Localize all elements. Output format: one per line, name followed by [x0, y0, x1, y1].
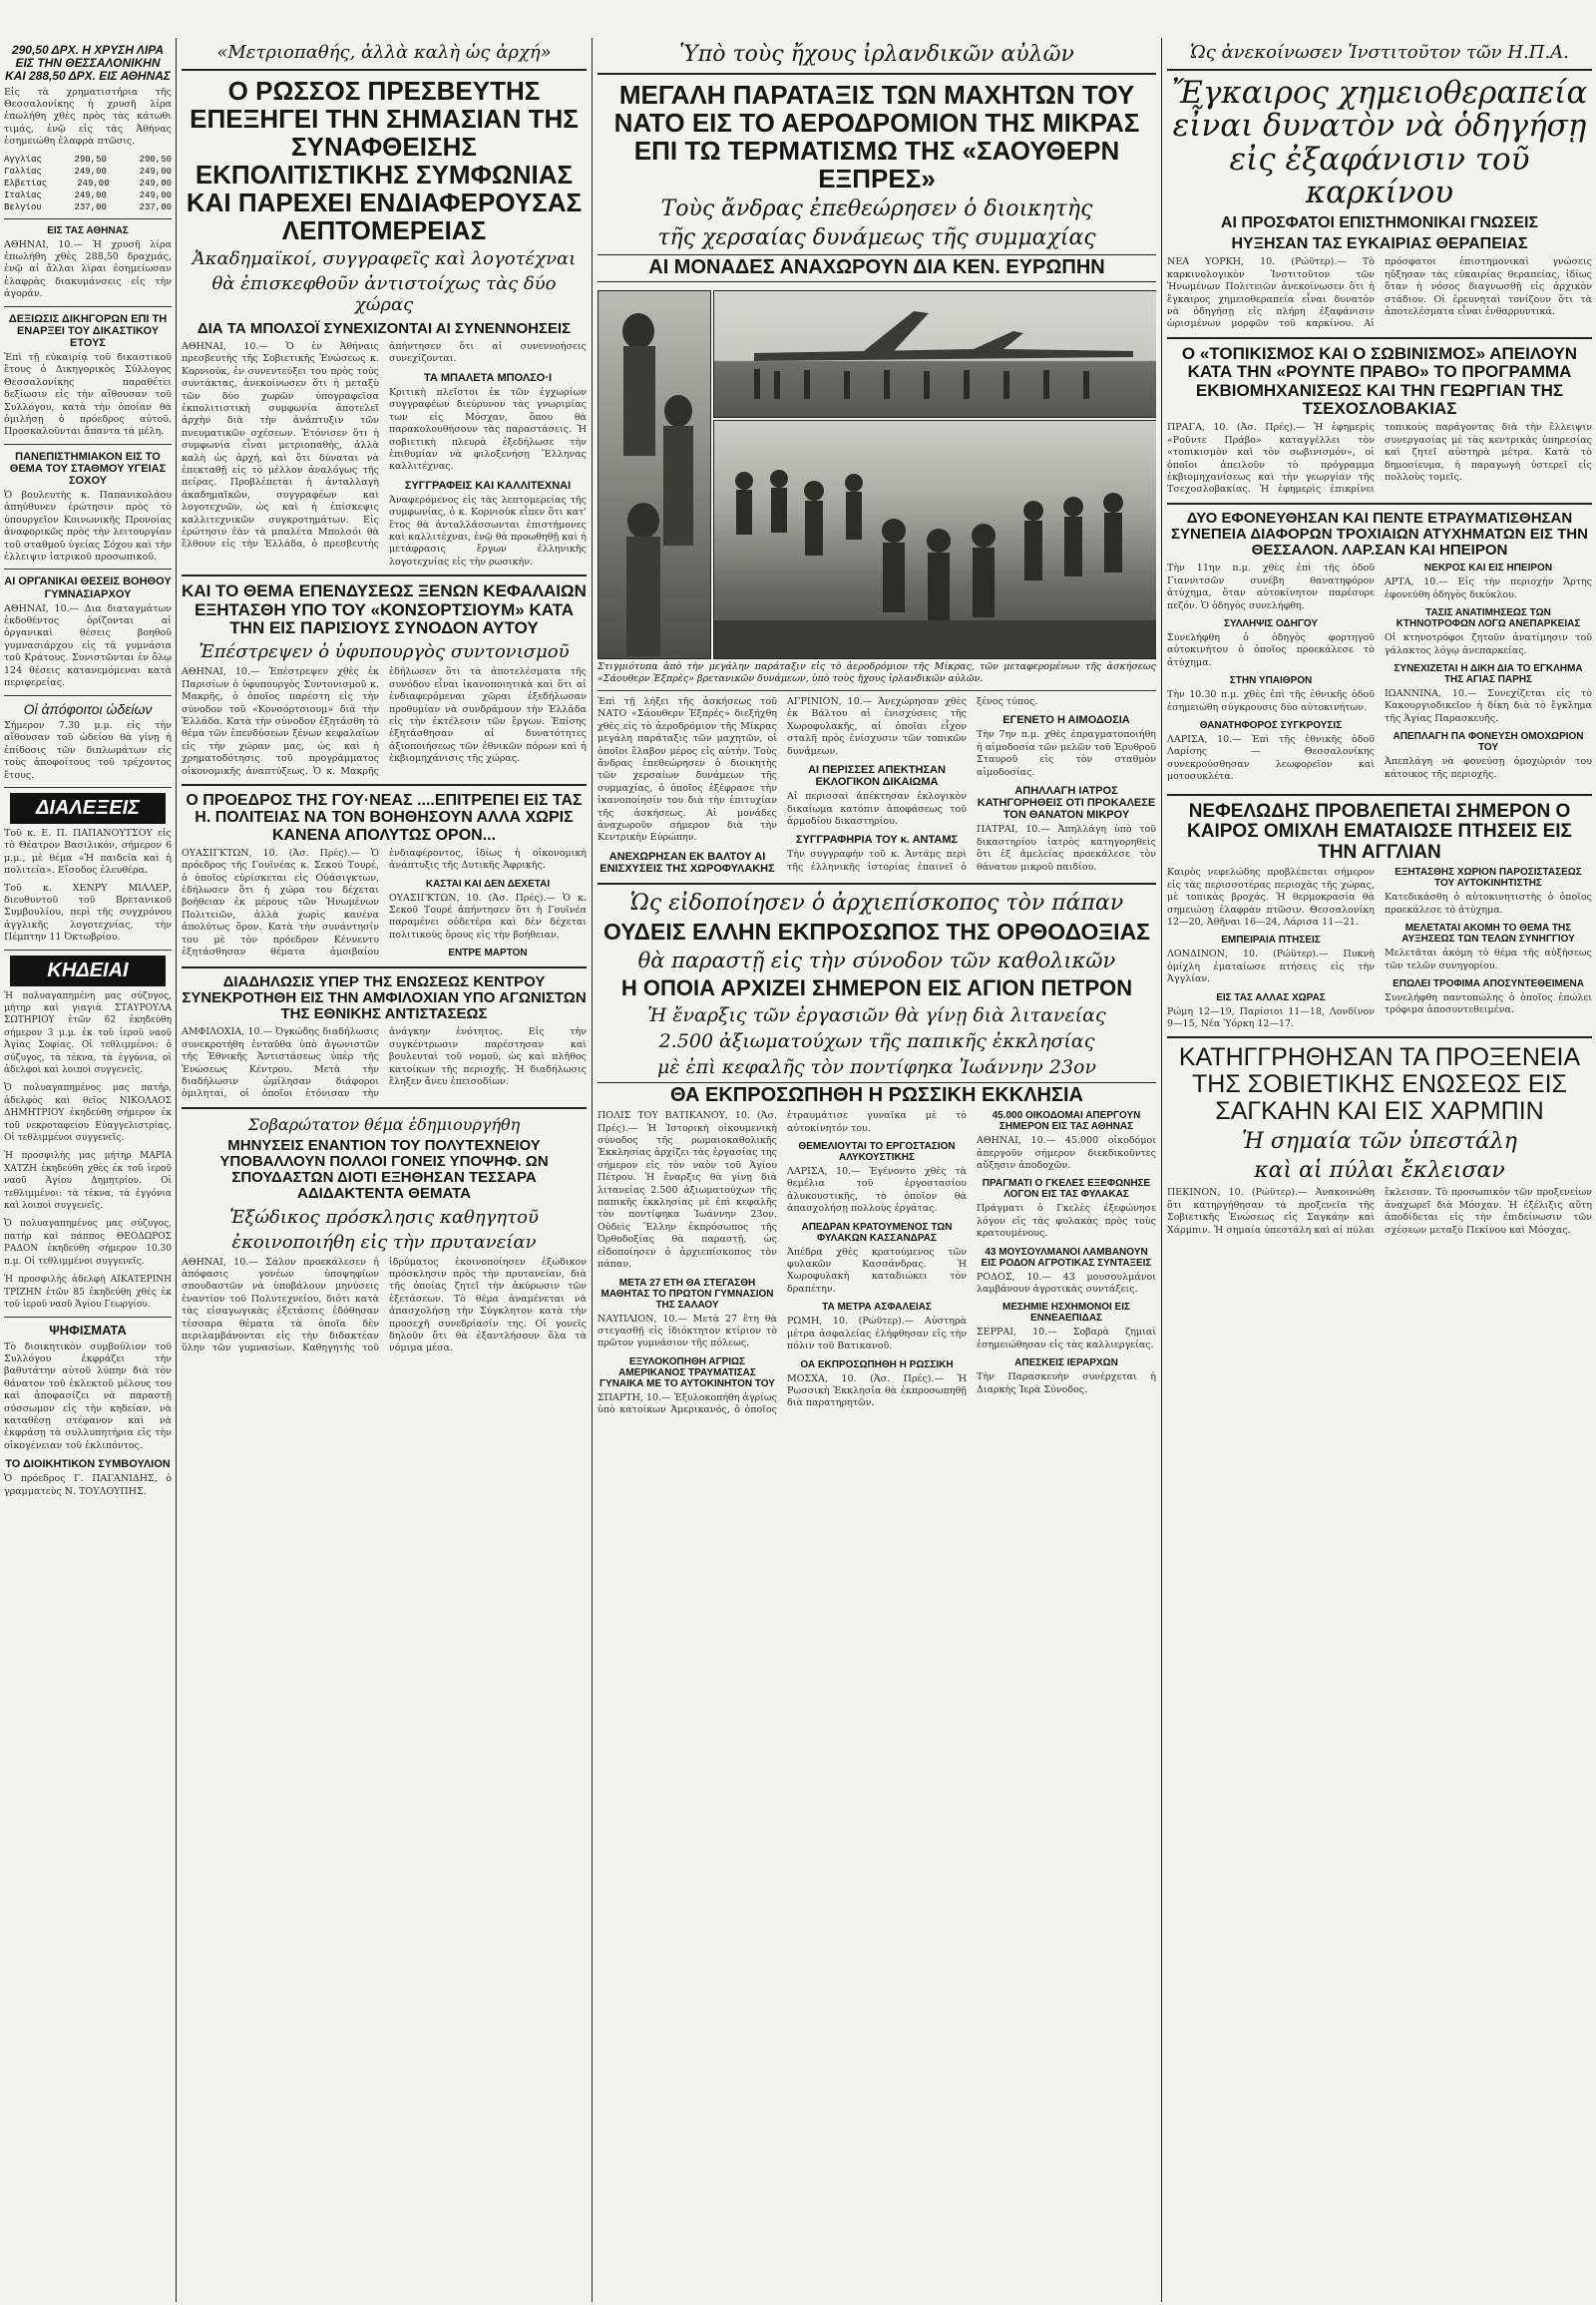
article-body: Μελετᾶται ἀκόμη τὸ θέμα τῆς αὐξήσεως τῶν τελῶν συνηγορίου. [1385, 948, 1592, 971]
article-body: Τοῦ κ. ΧΕΝΡΥ ΜΙΛΛΕΡ, διευθυντοῦ τοῦ Βρετανικοῦ Συμβουλίου, περὶ τῆς συγχρόνου ἀγγλικῆς λογοτεχνίας, τὴν Πέμπτην 11 Ὀκτωβρίου. [4, 882, 172, 944]
subheading: ΣΥΓΓΡΑΦΕΙΣ ΚΑΙ ΚΑΛΛΙΤΕΧΝΑΙ [404, 479, 572, 492]
article-body: ΛΟΝΔΙΝΟΝ, 10. (Ρώϋτερ).— Πυκνὴ ὁμίχλη ἐματαίωσε πτήσεις εἰς τὴν Ἀγγλίαν. [1167, 949, 1375, 985]
article-body: Συνελήφθη παντοπώλης ὁ ὁποῖος ἐπώλει τρόφιμα ἀποσυντεθειμένα. [1385, 991, 1592, 1016]
subheading: ΑΙ ΠΕΡΙΣΣΕΣ ΑΠΕΚΤΗΣΑΝ ΕΚΛΟΓΙΚΟΝ ΔΙΚΑΙΩΜΑ [808, 763, 946, 789]
subheading: ΤΟ ΔΙΟΙΚΗΤΙΚΟΝ ΣΥΜΒΟΥΛΙΟΝ [5, 1458, 171, 1471]
subheading: 43 ΜΟΥΣΟΥΛΜΑΝΟΙ ΛΑΜΒΑΝΟΥΝ ΕΙΣ ΡΟΔΟΝ ΑΓΡΟΤΙΚΑΣ ΣΥΝΤΑΞΕΙΣ [981, 1246, 1152, 1269]
headline-russian-ambassador: Ο ΡΩΣΣΟΣ ΠΡΕΣΒΕΥΤΗΣ ΕΠΕΞΗΓΕΙ ΤΗΝ ΣΗΜΑΣΙΑΝ ΤΗΣ ΣΥΝΑΦΘΕΙΣΗΣ ΕΚΠΟΛΙΤΙΣΤΙΚΗΣ ΣΥΜΦΩΝΙΑΣ ΚΑΙ ΠΑΡΕΧΕΙ ΕΝΔΙΑΦΕΡΟΥΣΑΣ ΛΕΠΤΟΜΕΡΕΙΑΣ [186, 76, 583, 246]
article-body: ΣΕΡΡΑΙ, 10.— Σοβαρὰ ζημιαὶ ἐσημειώθησαν εἰς τὰς καλλιεργείας. [977, 1327, 1156, 1350]
article-body: Ὁ βουλευτὴς κ. Παπανικολάου ἀπηύθυνεν ἐρώτησιν πρὸς τὸ ὑπουργεῖον Κοινωνικῆς Προνοίας ἀναφορικῶς πρὸς τὴν λειτουργίαν τοῦ σταθμοῦ ὑγείας Σόχου καὶ τὴν ἐλλειψιν ἰατρικοῦ προσωπικοῦ. [4, 490, 172, 564]
subheading: ΜΕΛΕΤΑΤΑΙ ΑΚΟΜΗ ΤΟ ΘΕΜΑ ΤΗΣ ΑΥΞΗΣΕΩΣ ΤΩΝ ΤΕΛΩΝ ΣΥΝΗΓΓΙΟΥ [1401, 923, 1575, 946]
subheadline: καὶ αἱ πύλαι ἔκλεισαν [1254, 1158, 1505, 1184]
article-body: Ρώμη 12—19, Παρίσιοι 11—18, Λονδῖνον 9—15, Νέα Ὑόρκη 12—17. [1167, 1005, 1375, 1029]
article-body: Κατεδικάσθη ὁ αὐτοκινητιστὴς ὁ ὁποῖος προεκάλεσε τὸ ἀτύχημα. [1385, 892, 1592, 916]
subheading: ΕΞΥΛΟΚΟΠΗΘΗ ΑΓΡΙΩΣ ΑΜΕΡΙΚΑΝΟΣ ΤΡΑΥΜΑΤΙΣΑΣ ΓΥΝΑΙΚΑ ΜΕ ΤΟ ΑΥΤΟΚΙΝΗΤΟΝ ΤΟΥ [599, 1355, 775, 1389]
subheading: ΘΑΝΑΤΗΦΟΡΟΣ ΣΥΓΚΡΟΥΣΙΣ [1199, 719, 1343, 731]
article-columns [598, 696, 1156, 877]
article-body: Τὴν συγγραφὴν τοῦ κ. Ἀντάμς περὶ τῆς ἑλληνικῆς ἱστορίας ἐπαινεῖ ὁ ξένος τύπος. [787, 695, 1038, 873]
subheadline: ΑΙ ΠΡΟΣΦΑΤΟΙ ΕΠΙΣΤΗΜΟΝΙΚΑΙ ΓΝΩΣΕΙΣ [1220, 213, 1539, 231]
subheading: ΜΕΣΗΜΙΕ ΗΣΧΗΜΟΝΟΙ ΕΙΣ ΕΝΝΕΑΕΠΙΔΑΣ [1001, 1302, 1130, 1325]
kicker: «Μετριοπαθής, ἀλλὰ καλὴ ὡς ἀρχή» [216, 42, 552, 63]
left-column [4, 38, 172, 2302]
subheading: ΕΜΠΕΙΡΑΙΑ ΠΤΗΣΕΙΣ [1221, 935, 1321, 947]
subheading: 45.000 ΟΙΚΟΔΟΜΑΙ ΑΠΕΡΓΟΥΝ ΣΗΜΕΡΟΝ ΕΙΣ ΤΑΣ ΑΘΗΝΑΣ [992, 1110, 1141, 1133]
article-body: Οἱ κτηνοτρόφοι ζητοῦν ἀνατίμησιν τοῦ γάλακτος λόγῳ ἀνεπαρκείας. [1385, 632, 1592, 656]
article-body: ΑΘΗΝΑΙ, 10.— Σάλον προεκάλεσεν ἡ ἀπόφασις γονέων ὑποψηφίων σπουδαστῶν νὰ ὑποβάλουν μηνύσεις ἐναντίον τοῦ Πολυτεχνείου, διότι κατὰ τὰς εἰσαγωγικὰς ἐξετάσεις ἐδόθησαν τέσσαρα θέματα τὰ ὁποῖα δὲν περιλαμβάνονται εἰς τὴν διδακτέαν ὕλην τῶν γυμνασίων. Καθηγητὴς τοῦ ἱδρύματος ἐκοινοποίησεν ἐξώδικον πρόσκλησιν πρὸς τὴν πρυτανείαν, διὰ τῆς ὁποίας ζητεῖ τὴν ἀκύρωσιν τῶν ἐξετάσεων. Τὸ θέμα ἀναμένεται νὰ ἀπασχολήσῃ τὴν Σύγκλητον κατὰ τὴν προσεχῆ συνεδρίασίν της. Οἱ γονεῖς δηλοῦν ὅτι θὰ ἐξαντλήσουν ὅλα τὰ νόμιμα μέσα. [182, 1256, 587, 1354]
headline-guinea-president: Ο ΠΡΟΕΔΡΟΣ ΤΗΣ ΓΟΥ·ΝΕΑΣ ....ΕΠΙΤΡΕΠΕΙ ΕΙΣ ΤΑΣ Η. ΠΟΛΙΤΕΙΑΣ ΝΑ ΤΟΝ ΒΟΗΘΗΣΟΥΝ ΑΛΛΑ ΧΩΡΙΣ ΚΑΝΕΝΑ ΑΠΟΛΥΤΩΣ ΟΡΟΝ... [186, 791, 583, 844]
price-row: Ιταλίας 249,00 249,00 [4, 190, 172, 200]
article-body: Ἐπὶ τῇ εὐκαιρίᾳ τοῦ δικαστικοῦ ἔτους ὁ Δικηγορικὸς Σύλλογος Θεσσαλονίκης παραθέτει δεξίωσιν εἰς τὴν αἴθουσαν τοῦ Συλλόγου, κατὰ τὴν ὁποίαν θὰ ὁμιλήσῃ ὁ πρόεδρος αὐτοῦ. Προσκαλοῦνται ἅπαντα τὰ μέλη. [4, 351, 172, 438]
headline-soviet-consulates: ΚΑΤΗΓΓΡΗΘΗΣΑΝ ΤΑ ΠΡΟΞΕΝΕΙΑ ΤΗΣ ΣΟΒΙΕΤΙΚΗΣ ΕΝΩΣΕΩΣ ΕΙΣ ΣΑΓΚΑΗΝ ΚΑΙ ΕΙΣ ΧΑΡΜΠΙΝ [1178, 1043, 1581, 1126]
article-columns [182, 848, 587, 960]
subheading: ΠΡΑΓΜΑΤΙ Ο ΓΚΕΛΕΣ ΕΞΕΦΩΝΗΣΕ ΛΟΓΟΝ ΕΙΣ ΤΑΣ ΦΥΛΑΚΑΣ [982, 1178, 1151, 1201]
article-body: Συνελήφθη ὁ ὁδηγὸς φορτηγοῦ αὐτοκινήτου ὁ ὁποῖος προεκάλεσε τὸ ἀτύχημα. [1167, 631, 1375, 668]
article-body: Αἱ περισσαὶ ἀπέκτησαν ἐκλογικὸν δικαίωμα κατόπιν ἀποφάσεως τοῦ ἁρμοδίου δικαστηρίου. [787, 791, 967, 827]
subheading: ΕΙΣ ΤΑΣ ΑΛΛΑΣ ΧΩΡΑΣ [1216, 991, 1326, 1003]
article-body: Τὴν 10.30 π.μ. χθὲς ἐπὶ τῆς ἐθνικῆς ὁδοῦ ἐσημειώθη σύγκρουσις δύο αὐτοκινήτων. [1167, 689, 1375, 713]
subheadline: Ἐξώδικος πρόσκλησις καθηγητοῦ [229, 1206, 539, 1228]
article-body: ΠΑΤΡΑΙ, 10.— Ἀπηλλάγη ὑπὸ τοῦ δικαστηρίου ἰατρὸς κατηγορηθεὶς ὅτι ἐξ ἀμελείας προεκάλεσε τὸν θάνατον μικροῦ παιδίου. [977, 824, 1156, 873]
subheadline: Τοὺς ἄνδρας ἐπεθεώρησεν ὁ διοικητὴς [660, 196, 1093, 222]
photo-caption: Στιγμιότυπα ἀπὸ τὴν μεγάλην παράταξιν εἰς τὸ ἀεροδρόμιον τῆς Μίκρας, τῶν μεταφερομένων τῆς ἀσκήσεως «Σάουθερν Ἐξπρὲς» βρετανικῶν δυνάμεων, ὑπὸ τοὺς ἤχους ἰρλανδικῶν αὐλῶν. [598, 660, 1156, 684]
soldier-silhouette-icon [598, 291, 710, 658]
headline-weather: ΝΕΦΕΛΩΔΗΣ ΠΡΟΒΛΕΠΕΤΑΙ ΣΗΜΕΡΟΝ Ο ΚΑΙΡΟΣ ΟΜΙΧΛΗ ΕΜΑΤΑΙΩΣΕ ΠΤΗΣΕΙΣ ΕΙΣ ΤΗΝ ΑΓΓΛΙΑΝ [1187, 800, 1572, 863]
article-columns [1167, 256, 1592, 330]
price-row: Ελβετίας 249,00 249,00 [4, 178, 172, 189]
headline-nato-parade: ΜΕΓΑΛΗ ΠΑΡΑΤΑΞΙΣ ΤΩΝ ΜΑΧΗΤΩΝ ΤΟΥ ΝΑΤΟ ΕΙΣ ΤΟ ΑΕΡΟΔΡΟΜΙΟΝ ΤΗΣ ΜΙΚΡΑΣ ΕΠΙ ΤΩ ΤΕΡΜΑΤΙΣΜΩ ΤΗΣ «ΣΑΟΥΘΕΡΝ ΕΞΠΡΕΣ» [613, 80, 1140, 194]
subheading: ΑΝΕΧΩΡΗΣΑΝ ΕΚ ΒΑΛΤΟΥ ΑΙ ΕΝΙΣΧΥΣΕΙΣ ΤΗΣ ΧΩΡΟΦΥΛΑΚΗΣ [599, 850, 775, 875]
headline-chemotherapy: Ἔγκαιρος χημειοθεραπεία εἶναι δυνατὸν νὰ ὁδηγήσῃ εἰς ἐξαφάνισιν τοῦ καρκίνου [1171, 75, 1588, 211]
article-body: ΝΑΥΠΛΙΟΝ, 10.— Μετὰ 27 ἔτη θὰ στεγασθῇ εἰς ἰδιόκτητον κτίριον τὸ πρῶτον γυμνάσιον τῆς πόλεως. [598, 1313, 777, 1349]
subheading: ΣΥΝΕΧΙΖΕΤΑΙ Η ΔΙΚΗ ΔΙΑ ΤΟ ΕΓΚΛΗΜΑ ΤΗΣ ΑΓΙΑΣ ΠΑΡΗΣ [1394, 662, 1583, 685]
subheading: ΤΑ ΜΕΤΡΑ ΑΣΦΑΛΕΙΑΣ [822, 1302, 932, 1314]
center-column [598, 38, 1156, 2302]
article-body: ΑΜΦΙΛΟΧΙΑ, 10.— Ὀγκώδης διαδήλωσις συνεκροτήθη ἐνταῦθα ὑπὸ ἀγωνιστῶν τῆς Ἐθνικῆς Ἀντιστάσεως ὑπὲρ τῆς Ἑνώσεως Κέντρου. Μετὰ τὴν διαδήλωσιν ὡμίλησαν διάφοροι ὁμιληταὶ, οἱ ὁποῖοι ἐτόνισαν τὴν ἀνάγκην ἑνότητος. Εἰς τὴν συγκέντρωσιν παρέστησαν καὶ βουλευταὶ τοῦ νομοῦ, ὡς καὶ πλῆθος κατοίκων τῆς περιοχῆς. Ἡ διαδήλωσις ἔληξεν ἄνευ ἐπεισοδίων. [182, 1026, 587, 1100]
headline-traffic-accidents: ΔΥΟ ΕΦΟΝΕΥΘΗΣΑΝ ΚΑΙ ΠΕΝΤΕ ΕΤΡΑΥΜΑΤΙΣΘΗΣΑΝ ΣΥΝΕΠΕΙΑ ΔΙΑΦΟΡΩΝ ΤΡΟΧΙΑΙΩΝ ΑΤΥΧΗΜΑΤΩΝ ΕΙΣ ΤΗΝ ΘΕΣΣΑΛΟΝ. ΛΑΡ.ΣΑΝ ΚΑΙ ΗΠΕΙΡΟΝ [1171, 509, 1588, 560]
subheading: ΣΥΛΛΗΨΙΣ ΟΔΗΓΟΥ [1223, 617, 1319, 629]
kicker: Ὑπὸ τοὺς ἤχους ἰρλανδικῶν αὐλῶν [679, 42, 1074, 67]
article-body: ΛΑΡΙΣΑ, 10.— Ἐγένοντο χθὲς τὰ θεμέλια τοῦ ἐργοστασίου ἀλυκουστικῆς, τὸ ὁποῖον θὰ ἀπασχολήσῃ πολλοὺς ἐργάτας. [787, 1166, 967, 1215]
subheading: ΤΑ ΜΠΑΛΕΤΑ ΜΠΟΛΣΟ·Ι [423, 371, 553, 384]
subheading: ΔΕΞΙΩΣΙΣ ΔΙΚΗΓΟΡΩΝ ΕΠΙ ΤΗ ΕΝΑΡΞΕΙ ΤΟΥ ΔΙΚΑΣΤΙΚΟΥ ΕΤΟΥΣ [8, 312, 168, 349]
section-title-funerals: ΚΗΔΕΙΑΙ [10, 956, 166, 986]
troops-formation-icon [714, 421, 1156, 658]
subheadline: Ἡ σημαία τῶν ὑπεστάλη [1242, 1129, 1517, 1155]
section-label: ΕΙΣ ΤΑΣ ΑΘΗΝΑΣ [47, 224, 129, 236]
column-rule [1161, 38, 1162, 2302]
section-title-votes: ΨΗΦΙΣΜΑΤΑ [49, 1323, 127, 1339]
article-columns [598, 1110, 1156, 1416]
article-columns [182, 341, 587, 569]
article-columns [182, 1026, 587, 1100]
subheading: ΝΕΚΡΟΣ ΚΑΙ ΕΙΣ ΗΠΕΙΡΟΝ [1423, 563, 1553, 575]
headline-foreign-capital: ΚΑΙ ΤΟ ΘΕΜΑ ΕΠΕΝΔΥΣΕΩΣ ΞΕΝΩΝ ΚΕΦΑΛΑΙΩΝ ΕΞΗΤΑΣΘΗ ΥΠΟ ΤΟΥ «ΚΟΝΣΟΡΤΣΙΟΥΜ» ΚΑΤΑ ΤΗΝ ΕΙΣ ΠΑΡΙΣΙΟΥΣ ΣΥΝΟΔΟΝ ΑΥΤΟΥ [182, 581, 587, 637]
article-body: ΑΘΗΝΑΙ, 10.— 45.000 οἰκοδόμοι ἀπεργοῦν σήμερον διεκδικοῦντες αὔξησιν ἀποδοχῶν. [977, 1135, 1156, 1172]
kicker: Ὡς ἀνεκοίνωσεν Ἰνστιτοῦτον τῶν Η.Π.Α. [1190, 42, 1569, 63]
subheadline: Ἡ ἔναρξις τῶν ἐργασιῶν θὰ γίνῃ διὰ λιτανείας [647, 1003, 1106, 1026]
subheading: ΣΥΓΓΡΑΦΗΡΙΑ ΤΟΥ κ. ΑΝΤΑΜΣ [795, 834, 959, 847]
right-column [1167, 38, 1592, 2302]
article-columns [1167, 867, 1592, 1030]
article-body: Τοῦ κ. Ε. Π. ΠΑΠΑΝΟΥΤΣΟΥ εἰς τὸ Θέατρον Βασιλικόν, σήμερον 6 μ.μ., μὲ θέμα «Ἡ παιδεία καὶ ἡ πολιτεία». Εἴσοδος ἐλευθέρα. [4, 827, 172, 877]
subheading: ΕΓΕΝΕΤΟ Η ΑΙΜΟΔΟΣΙΑ [1002, 714, 1130, 727]
subheading: ΘΕΜΕΛΙΟΥΤΑΙ ΤΟ ΕΡΓΟΣΤΑΣΙΟΝ ΑΛΥΚΟΥΣΤΙΚΗΣ [798, 1141, 956, 1164]
subheadline: τῆς χερσαίας δυνάμεως τῆς συμμαχίας [657, 225, 1096, 251]
subheadline: θὰ παραστῇ εἰς τὴν σύνοδον τῶν καθολικῶν [637, 948, 1116, 972]
subheading: ΑΙ ΟΡΓΑΝΙΚΑΙ ΘΕΣΕΙΣ ΒΟΗΘΟΥ ΓΥΜΝΑΣΙΑΡΧΟΥ [4, 576, 172, 600]
photo-aircraft [713, 290, 1156, 418]
article-body: ΟΥΑΣΙΓΚΤΩΝ, 10. (Ἀσ. Πρές).— Ὁ πρόεδρος τῆς Γουϊνέας κ. Σεκού Τουρέ, ὁ ὁποῖος εὑρίσκεται εἰς Οὐάσιγκτων, ἐδήλωσεν ὅτι ἡ χώρα του δέχεται βοήθειαν ἐκ μέρους τῶν Ἡνωμένων Πολιτειῶν, ἀλλὰ χωρὶς κανένα ἀπολύτως ὅρον. Κατὰ τὴν συνάντησίν του μὲ τὸν πρόεδρον Κέννεντυ ἐξητάσθησαν θέματα ἀμοιβαίου ἐνδιαφέροντος, ἰδίως ἡ οἰκονομικὴ ἀνάπτυξις τῆς Δυτικῆς Ἀφρικῆς. [182, 847, 587, 959]
subheadline: Ἀκαδημαϊκοί, συγγραφεῖς καὶ λογοτέχναι [192, 248, 577, 270]
article-body: Ὁ πρόεδρος Γ. ΠΑΓΑΝΙΔΗΣ, ὁ γραμματεὺς Ν. ΤΟΥΛΟΥΠΗΣ. [4, 1473, 172, 1497]
article-body: ΠΡΑΓΑ, 10. (Ἀσ. Πρές).— Ἡ ἐφημερὶς «Ροῦντε Πράβο» καταγγέλλει τὸν «τοπικισμὸν καὶ τὸν σωβινισμόν», οἱ ὁποῖοι ἀπειλοῦν τὸ πρόγραμμα ἐκβιομηχανίσεως καὶ τὴν γεωργίαν τῆς Τσεχοσλοβακίας. Ἡ ἐφημερὶς ἐπικρίνει τοπικοὺς παράγοντας διὰ τὴν ἔλλειψιν συνεργασίας μὲ τὰς κεντρικὰς ὑπηρεσίας καὶ ζητεῖ αὐστηρὰ μέτρα. Κατὰ τὸ δημοσίευμα, ἡ παραγωγὴ ὑστερεῖ εἰς πολλοὺς τομεῖς. [1167, 422, 1592, 496]
photo-soldier-left [598, 290, 711, 659]
subheadline: μὲ ἐπὶ κεφαλῆς τὸν ποντίφηκα Ἰωάννην 23ον [656, 1055, 1097, 1078]
headline-amfilochia: ΔΙΑΔΗΛΩΣΙΣ ΥΠΕΡ ΤΗΣ ΕΝΩΣΕΩΣ ΚΕΝΤΡΟΥ ΣΥΝΕΚΡΟΤΗΘΗ ΕΙΣ ΤΗΝ ΑΜΦΙΛΟΧΙΑΝ ΥΠΟ ΑΓΩΝΙΣΤΩΝ ΤΗΣ ΕΘΝΙΚΗΣ ΑΝΤΙΣΤΑΣΕΩΣ [182, 972, 587, 1023]
subheading: ΑΠΗΛΛΑΓΗ ΙΑΤΡΟΣ ΚΑΤΗΓΟΡΗΘΕΙΣ ΟΤΙ ΠΡΟΚΑΛΕΣΕ ΤΟΝ ΘΑΝΑΤΟΝ ΜΙΚΡΟΥ [977, 785, 1156, 822]
photo-collage [598, 286, 1156, 657]
subheadline: θὰ ἐπισκεφθοῦν ἀντιστοίχως τὰς δύο χώρας [211, 273, 557, 316]
article-body: ΑΘΗΝΑΙ, 10.— Ὁ ἐν Ἀθήναις πρεσβευτὴς τῆς Σοβιετικῆς Ἑνώσεως κ. Κορνιούκ, ἐν συνεντεύξει του πρὸς τοὺς συντάκτας, ἀνεκοίνωσεν ὅτι ἡ μεταξὺ τῶν δύο χωρῶν ὑπογραφεῖσα ἐκπολιτιστικὴ συμφωνία ἀποτελεῖ ἀρχὴν διὰ τὴν ἀνάπτυξιν τῶν πνευματικῶν σχέσεων. Ἐτόνισεν ὅτι ἡ συμφωνία εἶναι μετριοπαθής, ἀλλὰ καλὴ ὡς ἀρχή, καὶ ὅτι δύναται νὰ ἐπεκταθῇ εἰς τὸ μέλλον ἀναλόγως τῆς πείρας. Προβλέπεται ἡ ἀνταλλαγὴ ἀκαδημαϊκῶν, συγγραφέων καὶ λογοτεχνῶν, ὡς καὶ ἡ ἐπίσκεψις καλλιτεχνικῶν συγκροτημάτων. Εἰς ἐρώτησιν ἐὰν τὰ μπαλέτα Μπολσόι θὰ ἔλθουν εἰς τὴν Ἑλλάδα, ὁ πρεσβευτὴς ἀπήντησεν ὅτι αἱ συνεννοήσεις συνεχίζονται. [182, 340, 587, 551]
article-columns [182, 1257, 587, 1358]
article-body: ΑΘΗΝΑΙ, 10.— Ἡ χρυσῆ λίρα ἐπωλήθη χθὲς 288,50 δραχμάς, ἐνῷ αἱ ἄλλαι λίραι ἐσημείωσαν ἐλαφρὰς διακυμάνσεις εἰς τὴν ἀγοράν. [4, 238, 172, 300]
headline-polytechnic: ΜΗΝΥΣΕΙΣ ΕΝΑΝΤΙΟΝ ΤΟΥ ΠΟΛΥΤΕΧΝΕΙΟΥ ΥΠΟΒΑΛΛΟΥΝ ΠΟΛΛΟΙ ΓΟΝΕΙΣ ΥΠΟΨΗΦ. ΩΝ ΣΠΟΥΔΑΣΤΩΝ ΔΙΟΤΙ ΕΞΗΘΗΣΑΝ ΤΕΣΣΑΡΑ ΑΔΙΔΑΚΤΕΝΤΑ ΘΕΜΑΤΑ [219, 1136, 549, 1203]
price-row: Αγγλίας 290,50 290,50 [4, 154, 172, 165]
article-body: Ἐπὶ τῇ λήξει τῆς ἀσκήσεως τοῦ ΝΑΤΟ «Σάουθερν Ἐξπρές» διεξήχθη χθὲς εἰς τὸ ἀεροδρόμιον τῆς Μίκρας μεγάλη παράταξις τῶν μαχητῶν, οἱ ὁποῖοι ἔλαβον μέρος εἰς αὐτήν. Τοὺς ἄνδρας ἐπεθεώρησεν ὁ διοικητὴς τῶν χερσαίων δυνάμεων τῆς συμμαχίας, ὁ ὁποῖος ἐξέφρασε τὴν ἱκανοποίησίν του διὰ τὴν ἐπιτυχίαν τῆς ἀσκήσεως. Αἱ μονάδες ἀναχωροῦν σήμερον διὰ τὴν Κεντρικὴν Εὐρώπην. [598, 695, 777, 844]
headline-orthodox: ΟΥΔΕΙΣ ΕΛΛΗΝ ΕΚΠΡΟΣΩΠΟΣ ΤΗΣ ΟΡΘΟΔΟΞΙΑΣ [603, 919, 1150, 946]
gold-price-table [4, 154, 172, 213]
article-body: Ἀναφερόμενος εἰς τὰς λεπτομερείας τῆς συμφωνίας, ὁ κ. Κορνιούκ εἶπεν ὅτι κατ' ἔτος θὰ ἀνταλλάσσωνται ἐπιστήμονες καὶ καλλιτέχναι, ἐνῷ θὰ προωθηθῇ καὶ ἡ μετάφρασις ἔργων ἑλληνικῆς λογοτεχνίας εἰς τὴν ρωσικήν. [389, 494, 587, 568]
section-title-lectures: ΔΙΑΛΕΞΕΙΣ [10, 793, 166, 824]
article-body: ΡΟΔΟΣ, 10.— 43 μουσουλμάνοι λαμβάνουν ἀγροτικὰς συντάξεις. [977, 1271, 1156, 1296]
article-body: Τὸ διοικητικὸν συμβούλιον τοῦ Συλλόγου ἐκφράζει τὴν βαθυτάτην αὐτοῦ λύπην διὰ τὸν θάνατον τοῦ ἐκλεκτοῦ μέλους του καὶ ἀποφασίζει νὰ παραστῇ σύσσωμον εἰς τὴν κηδείαν, νὰ καταθέσῃ στέφανον καὶ νὰ ἐκφράσῃ τὰ συλλυπητήρια εἰς τὴν οἰκογένειαν τοῦ ἐκλιπόντος. [4, 1341, 172, 1451]
article-body: ΑΓΡΙΝΙΟΝ, 10.— Ἀνεχώρησαν χθὲς ἐκ Βάλτου αἱ ἐνισχύσεις τῆς Χωροφυλακῆς, αἱ ὁποῖαι εἶχον σταλῆ πρὸς ἐνίσχυσιν τῶν τοπικῶν δυνάμεων. [787, 695, 967, 757]
headline-st-peter: Η ΟΠΟΙΑ ΑΡΧΙΖΕΙ ΣΗΜΕΡΟΝ ΕΙΣ ΑΓΙΟΝ ΠΕΤΡΟΝ [620, 974, 1133, 1000]
article-body: ΣΠΑΡΤΗ, 10.— Ἐξυλοκοπήθη ἀγρίως ὑπὸ κατοίκων Ἀμερικανός, ὁ ὁποῖος ἐτραυμάτισε γυναῖκα μὲ τὸ αὐτοκίνητόν του. [598, 1110, 967, 1416]
article-body: Τὴν 11ην π.μ. χθὲς ἐπὶ τῆς ὁδοῦ Γιαννιτσῶν συνέβη θανατηφόρον ἀτύχημα, ὅταν αὐτοκίνητον παρέσυρε πεζόν. Ὁ ὁδηγὸς συνελήφθη. [1167, 563, 1375, 611]
article-columns [1167, 422, 1592, 496]
subheadline-units: ΑΙ ΜΟΝΑΔΕΣ ΑΝΑΧΩΡΟΥΝ ΔΙΑ ΚΕΝ. ΕΥΡΩΠΗΝ [598, 254, 1156, 282]
subheading: ΟΑ ΕΚΠΡΟΣΩΠΗΘΗ Η ΡΩΣΣΙΚΗ [800, 1358, 954, 1370]
subheading: ΕΠΩΛΕΙ ΤΡΟΦΙΜΑ ΑΠΟΣΥΝΤΕΘΕΙΜΕΝΑ [1393, 977, 1584, 989]
article-body: Καιρὸς νεφελώδης προβλέπεται σήμερον εἰς τὰς περισσοτέρας περιοχὰς τῆς χώρας, μὲ τοπικὰς βροχάς. Ἡ θερμοκρασία θὰ σημειώσῃ ἐλαφρὰν πτῶσιν. Θεσσαλονίκη 12—20, Ἀθῆναι 16—24, Λάρισα 11—21. [1167, 867, 1375, 928]
price-row: Βελγίου 237,00 237,00 [4, 201, 172, 212]
article-body: ΑΘΗΝΑΙ, 10.— Δια διαταγμάτων ἐκδοθέντος ὁρίζονται αἱ ὀργανικαὶ θέσεις βοηθοῦ γυμνασιάρχου εἰς τὰ γυμνάσια τοῦ Κράτους. Συνιστῶνται ἐν ὅλῳ 124 θέσεις κατανεμόμεναι κατὰ περιφερείας. [4, 602, 172, 689]
photo-troops-formation [713, 420, 1156, 659]
kicker: Ὡς εἰδοποίησεν ὁ ἀρχιεπίσκοπος τὸν πάπαν [629, 891, 1124, 917]
subheadline: Ἐπέστρεψεν ὁ ὑφυπουργὸς συντονισμοῦ [199, 641, 570, 663]
article-columns [1167, 1187, 1592, 1239]
article-body: Ἀπεπλάγη νὰ φονεύσῃ ὁμοχώριόν του κάτοικος τῆς περιοχῆς. [1385, 756, 1592, 780]
article-body: ΑΘΗΝΑΙ, 10.— Ἐπέστρεψεν χθὲς ἐκ Παρισίων ὁ ὑφυπουργὸς Συντονισμοῦ κ. Μακρῆς, ὁ ὁποῖος παρέστη εἰς τὴν σύνοδον τοῦ «Κονσόρτσιουμ» διὰ τὴν Ἑλλάδα. Κατὰ τὴν σύνοδον ἐξητάσθη τὸ θέμα τῶν ἐπενδύσεων ξένων κεφαλαίων εἰς τὴν χώραν μας, ὡς καὶ ἡ χρηματοδότησις τοῦ προγράμματος οἰκονομικῆς ἀναπτύξεως. Ὁ κ. Μακρῆς ἐδήλωσεν ὅτι τὰ ἀποτελέσματα τῆς συνόδου εἶναι ἱκανοποιητικὰ καὶ ὅτι αἱ ἐνδιαφερόμεναι χῶραι ἐξεδήλωσαν προθυμίαν νὰ συνδράμουν τὴν Ἑλλάδα εἰς τὴν ἐκτέλεσιν τῶν ἔργων. Ἐπίσης ἐξητάσθησαν αἱ δυνατότητες ἀξιοποιήσεως τῶν ἐθνικῶν πόρων καὶ ἡ ἐκβιομηχάνισις τῆς χώρας. [182, 666, 587, 777]
price-row: Γαλλίας 249,00 249,00 [4, 166, 172, 177]
article-body: ΟΥΑΣΙΓΚΤΩΝ, 10. (Ἀσ. Πρές).— Ὁ κ. Σεκοῦ Τουρέ ἀπήντησεν ὅτι ἡ Γουϊνέα παραμένει οὐδετέρα καὶ δὲν δέχεται πολιτικοὺς ὅρους εἰς τὴν βοήθειαν. [389, 892, 587, 941]
kicker: Σοβαρώτατον θέμα ἐδημιουργήθη [247, 1114, 521, 1134]
subheadline: ΔΙΑ ΤΑ ΜΠΟΛΣΟΪ ΣΥΝΕΧΙΖΟΝΤΑΙ ΑΙ ΣΥΝΕΝΝΟΗΣΕΙΣ [197, 320, 572, 338]
column-rule [592, 38, 593, 2302]
article-body: Κριτικὴ πλεῖστοι ἐκ τῶν ἐγχωρίων συγγραφέων διεύρυνον τὰς γνωριμίας των εἰς Μόσχαν, ὅπου θὰ παρακολουθήσουν τὰς παραστάσεις. Ἡ σοβιετικὴ πλευρὰ ἐξεδήλωσε τὴν ἐπιθυμίαν νὰ φιλοξενήσῃ Ἕλληνας καλλιτέχνας. [389, 386, 587, 473]
article-body: Εἰς τὰ χρηματιστήρια τῆς Θεσσαλονίκης ἡ χρυσῆ λίρα ἐπωλήθη χθὲς πρὸς τὰς κάτωθι τιμάς, ἐνῷ εἰς τὰς Ἀθήνας ἐσημειώθη ἐλαφρὰ πτῶσις. [4, 86, 172, 148]
gold-headline: 290,50 ΔΡΧ. Η ΧΡΥΣΗ ΛΙΡΑ ΕΙΣ ΤΗΝ ΘΕΣΣΑΛΟΝΙΚΗΝ ΚΑΙ 288,50 ΔΡΧ. ΕΙΣ ΑΘΗΝΑΣ [4, 43, 172, 84]
subheading: ΜΕΤΑ 27 ΕΤΗ ΘΑ ΣΤΕΓΑΣΘΗ ΜΑΘΗΤΑΣ ΤΟ ΠΡΩΤΟΝ ΓΥΜΝΑΣΙΟΝ ΤΗΣ ΣΑΛΑΟΥ [600, 1277, 774, 1311]
subheading: ΣΤΗΝ ΥΠΑΙΘΡΟΝ [1229, 675, 1313, 687]
article-body: Τὴν 7ην π.μ. χθὲς ἐπραγματοποιήθη ἡ αἱμοδοσία τῶν μελῶν τοῦ Ἐρυθροῦ Σταυροῦ εἰς τὸν σταθμὸν αἱμοδοσίας. [977, 729, 1156, 778]
article-body: ΡΩΜΗ, 10. (Ρώϋτερ).— Αὐστηρὰ μέτρα ἀσφαλείας ἐλήφθησαν εἰς τὴν πόλιν τοῦ Βατικανοῦ. [787, 1316, 967, 1352]
headline-czechoslovakia: Ο «ΤΟΠΙΚΙΣΜΟΣ ΚΑΙ Ο ΣΩΒΙΝΙΣΜΟΣ» ΑΠΕΙΛΟΥΝ ΚΑΤΑ ΤΗΝ «ΡΟΥΝΤΕ ΠΡΑΒΟ» ΤΟ ΠΡΟΓΡΑΜΜΑ ΕΚΒΙΟΜΗΧΑΝΙΣΕΩΣ ΚΑΙ ΤΗΝ ΓΕΩΡΓΙΑΝ ΤΗΣ ΤΣΕΧΟΣΛΟΒΑΚΙΑΣ [1181, 343, 1578, 418]
article-body: ΝΕΑ ΥΟΡΚΗ, 10. (Ρώϋτερ).— Τὸ καρκινολογικὸν Ἰνστιτοῦτον τῶν Ἡνωμένων Πολιτειῶν ἀνεκοίνωσεν ὅτι ἡ ἔγκαιρος χημειοθεραπεία εἶναι δυνατὸν νὰ ὁδηγήσῃ εἰς πλήρη ἐξαφάνισιν ὡρισμένων μορφῶν τοῦ καρκίνου. Αἱ πρόσφατοι ἐπιστημονικαὶ γνώσεις ηὔξησαν τὰς εὐκαιρίας θεραπείας, ἰδίως ὅταν ἡ νόσος διαγνωσθῇ εἰς ἀρχικὸν στάδιον. Οἱ ἐρευνηταὶ τονίζουν ὅτι τὰ ἀποτελέσματα εἶναι ἐνθαρρυντικά. [1167, 256, 1592, 330]
subheading: Οἱ ἀπόφοιτοι ὡδείων [23, 700, 153, 717]
article-body: ΑΡΤΑ, 10.— Εἰς τὴν περιοχὴν Ἄρτης ἐφονεύθη ὁδηγὸς δικύκλου. [1385, 576, 1592, 600]
article-body: Τὴν Παρασκευὴν συνέρχεται ἡ Διαρκὴς Ἱερὰ Σύνοδος. [977, 1371, 1156, 1395]
subheading: ΑΠΕΠΛΑΓΗ ΠΑ ΦΟΝΕΥΣΗ ΟΜΟΧΩΡΙΟΝ ΤΟΥ [1393, 731, 1584, 754]
subheadline: ἐκοινοποιήθη εἰς τὴν πρυτανείαν [231, 1231, 537, 1253]
subheading: ΕΝΤΡΕ ΜΑΡΤΟΝ [448, 948, 528, 960]
column-rule [176, 38, 177, 2302]
subheading: ΑΠΕΣΚΕΙΣ ΙΕΡΑΡΧΩΝ [1014, 1357, 1118, 1369]
article-body: ΙΩΑΝΝΙΝΑ, 10.— Συνεχίζεται εἰς τὸ Κακουργιοδικεῖον ἡ δίκη διὰ τὸ ἔγκλημα τῆς Ἁγίας Παρασκευῆς. [1385, 687, 1592, 724]
subheading: ΠΑΝΕΠΙΣΤΗΜΙΑΚΟΝ ΕΙΣ ΤΟ ΘΕΜΑ ΤΟΥ ΣΤΑΘΜΟΥ ΥΓΕΙΑΣ ΣΟΧΟΥ [9, 450, 167, 487]
article-body: ΠΕΚΙΝΟΝ, 10. (Ρώϋτερ).— Ἀνακοινώθη ὅτι κατηργήθησαν τὰ προξενεῖα τῆς Σοβιετικῆς Ἑνώσεως εἰς Σαγκάην καὶ Χάρμπιν. Ἡ σημαία ὑπεστάλη καὶ αἱ πύλαι ἔκλεισαν. Τὸ προσωπικὸν τῶν προξενείων ἀναχωρεῖ διὰ Μόσχαν. Ἡ ἐξέλιξις αὕτη ἀποδίδεται εἰς τὴν ἐπιδείνωσιν τῶν σχέσεων μεταξὺ Πεκίνου καὶ Μόσχας. [1167, 1187, 1592, 1236]
subheading: ΤΑΣΙΣ ΑΝΑΤΙΜΗΣΕΩΣ ΤΩΝ ΚΤΗΝΟΤΡΟΦΩΝ ΛΟΓΩ ΑΝΕΠΑΡΚΕΙΑΣ [1396, 607, 1581, 630]
subheadline: ΗΥΞΗΣΑΝ ΤΑΣ ΕΥΚΑΙΡΙΑΣ ΘΕΡΑΠΕΙΑΣ [1231, 235, 1528, 253]
article-columns [1167, 563, 1592, 787]
subheadline: 2.500 ἀξιωματούχων τῆς παπικῆς ἐκκλησίας [658, 1029, 1095, 1052]
subheading: ΑΠΕΔΡΑΝ ΚΡΑΤΟΥΜΕΝΟΣ ΤΩΝ ΦΥΛΑΚΩΝ ΚΑΣΣΑΝΔΡΑΣ [801, 1221, 953, 1244]
subheading: ΕΞΗΤΑΣΘΗΣ ΧΩΡΙΟΝ ΠΑΡΟΣΙΣΤΑΣΕΩΣ ΤΟΥ ΑΥΤΟΚΙΝΗΤΙΣΤΗΣ [1395, 867, 1582, 890]
column-2 [182, 38, 587, 2302]
headline-russian-church: ΘΑ ΕΚΠΡΟΣΩΠΗΘΗ Η ΡΩΣΣΙΚΗ ΕΚΚΛΗΣΙΑ [598, 1082, 1156, 1107]
aircraft-icon [714, 291, 1156, 417]
article-body: Ἀπέδρα χθὲς κρατούμενος τῶν φυλακῶν Κασσάνδρας. Ἡ Χωροφυλακὴ καταδιώκει τὸν δραπέτην. [787, 1246, 967, 1295]
subheading: ΚΑΣΤΑΙ ΚΑΙ ΔΕΝ ΔΕΧΕΤΑΙ [425, 878, 551, 890]
funerals-list: Ἡ πολυαγαπημένη μας σύζυγος, μήτηρ καὶ γιαγιὰ ΣΤΑΥΡΟΥΛΑ ΣΩΤΗΡΙΟΥ ἐτῶν 62 ἐκηδεύθη σήμερον 3 μ.μ. ἐκ τοῦ ἱεροῦ ναοῦ Ἁγίας Σοφίας. Οἱ τεθλιμμένοι: ὁ σύζυγος, τὰ τέκνα, τὰ ἐγγόνια, οἱ ἀδελφοὶ καὶ λοιποὶ συγγενεῖς. Ὁ πολυαγαπημένος μας πατήρ, ἀδελφὸς καὶ θεῖος ΝΙΚΟΛΑΟΣ ΔΗΜΗΤΡΙΟΥ ἐκηδεύθη σήμερον ἐκ τοῦ νεκροταφείου Εὐαγγελιστρίας. Οἱ τεθλιμμένοι συγγενεῖς. Ἡ προσφιλὴς μας μήτηρ ΜΑΡΙΑ ΧΑΤΖΗ ἐκηδεύθη χθὲς ἐκ τοῦ ἱεροῦ ναοῦ Ἁγίου Δημητρίου. Οἱ τεθλιμμένοι: τὰ τέκνα, τὰ ἐγγόνια καὶ λοιποὶ συγγενεῖς. Ὁ πολυαγαπημένος μας σύζυγος, πατήρ καὶ πάππος ΘΕΟΔΩΡΟΣ ΡΑΔΟΝ ἐκηδεύθη σήμερον 10.30 π.μ. Οἱ τεθλιμμένοι συγγενεῖς. Ἡ προσφιλὴς ἀδελφὴ ΑΙΚΑΤΕΡΙΝΗ ΤΡΙΖΗΝ ἐτῶν 85 ἐκηδεύθη χθὲς ἐκ τοῦ ἱεροῦ ναοῦ Ἁγίου Γεωργίου. [4, 990, 172, 1310]
article-columns [182, 666, 587, 778]
article-body: ΛΑΡΙΣΑ, 10.— Ἐπὶ τῆς ἐθνικῆς ὁδοῦ Λαρίσης — Θεσσαλονίκης συνεκρούσθησαν λεωφορεῖον καὶ μοτοσυκλέτα. [1167, 733, 1375, 783]
article-body: Σήμερον 7.30 μ.μ. εἰς τὴν αἴθουσαν τοῦ ὡδείου θὰ γίνῃ ἡ ἐπίδοσις τῶν διπλωμάτων εἰς τοὺς ἀποφοίτους τοῦ τρέχοντος ἔτους. [4, 719, 172, 781]
article-body: Πράγματι ὁ Γκελὲς ἐξεφώνησε λόγον εἰς τὰς φυλακὰς πρὸς τοὺς κρατουμένους. [977, 1203, 1156, 1240]
article-body: ΠΟΛΙΣ ΤΟΥ ΒΑΤΙΚΑΝΟΥ, 10. (Ἀσ. Πρές).— Ἡ Ἱστορικὴ οἰκουμενικὴ σύνοδος τῆς ρωμαιοκαθολικῆς Ἐκκλησίας ἀρχίζει τὰς ἐργασίας της σήμερον εἰς τὸν ναὸν τοῦ Ἁγίου Πέτρου. Ἡ ἔναρξις θὰ γίνῃ διὰ λιτανείας 2.500 ἀξιωματούχων τῆς παπικῆς ἐκκλησίας μὲ ἐπὶ κεφαλῆς τὸν ποντίφηκα Ἰωάννην 23ον. Οὐδεὶς Ἕλλην ἐκπρόσωπος τῆς Ὀρθοδοξίας θὰ παραστῇ, ὡς εἰδοποίησεν ὁ ἀρχιεπίσκοπος τὸν πάπαν. [598, 1110, 777, 1271]
article-body: ΜΟΣΧΑ, 10. (Ἀσ. Πρές).— Ἡ Ρωσσικὴ Ἐκκλησία θὰ ἐκπροσωπηθῇ διὰ παρατηρητῶν. [787, 1372, 967, 1409]
